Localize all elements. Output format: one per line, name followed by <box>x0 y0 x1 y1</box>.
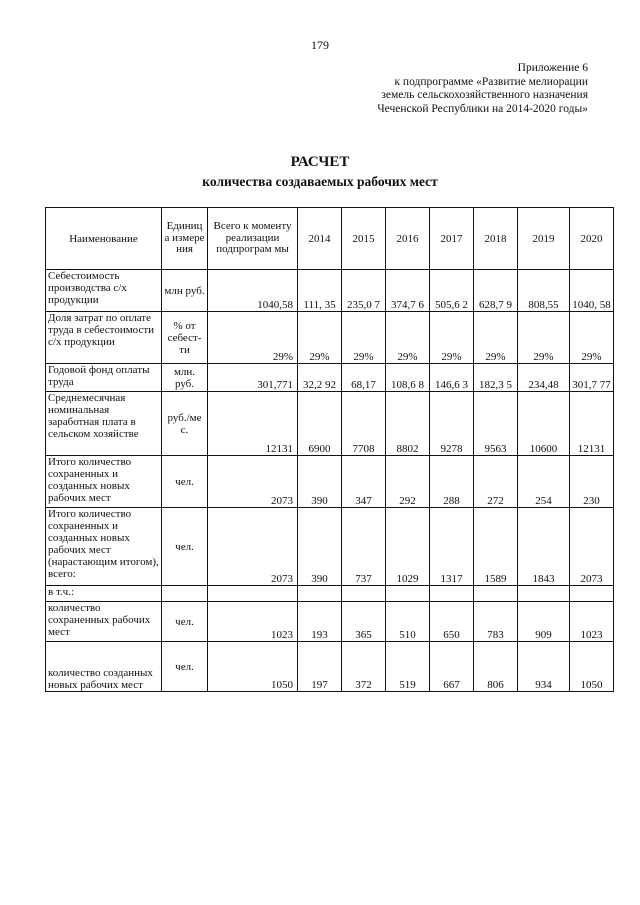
table-row <box>46 586 614 602</box>
header-unit: Единиц а измере ния <box>162 208 208 270</box>
row-name: Итого количество сохраненных и созданных новых рабочих мест (нарастающим итогом), всего: <box>46 508 162 586</box>
row-value: 372 <box>342 642 386 692</box>
table-row <box>46 456 614 508</box>
row-total: 1040,58 <box>208 270 298 312</box>
row-total: 12131 <box>208 392 298 456</box>
row-total: 2073 <box>208 456 298 508</box>
header-year: 2020 <box>570 208 614 270</box>
row-value: 667 <box>430 642 474 692</box>
row-value: 1040, 58 <box>570 270 614 312</box>
row-value: 29% <box>430 312 474 364</box>
row-unit: % от себест-ти <box>162 312 208 364</box>
row-value: 1023 <box>570 602 614 642</box>
row-value: 230 <box>570 456 614 508</box>
header-year: 2018 <box>474 208 518 270</box>
header-year: 2015 <box>342 208 386 270</box>
row-value <box>342 586 386 602</box>
table-row <box>46 642 614 692</box>
table-header-row <box>46 208 614 270</box>
row-value <box>570 586 614 602</box>
row-value: 909 <box>518 602 570 642</box>
header-year: 2017 <box>430 208 474 270</box>
table-row <box>46 312 614 364</box>
appendix-block <box>377 62 588 116</box>
row-value: 12131 <box>570 392 614 456</box>
appendix-line: земель сельскохозяйственного назначения <box>381 89 588 101</box>
row-value: 272 <box>474 456 518 508</box>
document-subtitle: количества создаваемых рабочих мест <box>202 174 438 189</box>
workplaces-table <box>45 207 614 692</box>
row-value: 1843 <box>518 508 570 586</box>
header-year: 2014 <box>298 208 342 270</box>
appendix-line: Чеченской Республики на 2014-2020 годы» <box>377 102 588 115</box>
row-total: 301,771 <box>208 364 298 392</box>
row-unit: чел. <box>162 456 208 508</box>
row-name: в т.ч.: <box>46 586 162 602</box>
row-unit: млн. руб. <box>162 364 208 392</box>
row-value <box>518 586 570 602</box>
row-value: 6900 <box>298 392 342 456</box>
appendix-line: Приложение 6 <box>517 62 588 74</box>
row-value <box>386 586 430 602</box>
row-value: 8802 <box>386 392 430 456</box>
row-value: 29% <box>474 312 518 364</box>
row-value: 182,3 5 <box>474 364 518 392</box>
row-total: 1050 <box>208 642 298 692</box>
row-value: 1050 <box>570 642 614 692</box>
row-value: 9563 <box>474 392 518 456</box>
row-total: 29% <box>208 312 298 364</box>
row-value: 1589 <box>474 508 518 586</box>
row-name: Себестоимость производства с/х продукции <box>46 270 162 312</box>
row-value: 108,6 8 <box>386 364 430 392</box>
page-number: 179 <box>311 38 329 52</box>
header-total: Всего к моменту реализации подпрограм мы <box>208 208 298 270</box>
row-value: 29% <box>342 312 386 364</box>
row-value: 10600 <box>518 392 570 456</box>
header-year: 2016 <box>386 208 430 270</box>
row-name: Годовой фонд оплаты труда <box>46 364 162 392</box>
row-total <box>208 586 298 602</box>
row-value: 29% <box>570 312 614 364</box>
table-row <box>46 364 614 392</box>
row-unit: чел. <box>162 508 208 586</box>
row-total: 2073 <box>208 508 298 586</box>
row-name: количество сохраненных рабочих мест <box>46 602 162 642</box>
row-value: 197 <box>298 642 342 692</box>
table-row <box>46 270 614 312</box>
row-unit <box>162 586 208 602</box>
row-value: 806 <box>474 642 518 692</box>
row-value: 505,6 2 <box>430 270 474 312</box>
row-value: 650 <box>430 602 474 642</box>
document-title: РАСЧЕТ <box>290 154 350 170</box>
row-value: 390 <box>298 508 342 586</box>
row-value: 7708 <box>342 392 386 456</box>
header-year: 2019 <box>518 208 570 270</box>
row-value: 146,6 3 <box>430 364 474 392</box>
row-unit: чел. <box>162 602 208 642</box>
row-value: 234,48 <box>518 364 570 392</box>
row-value: 288 <box>430 456 474 508</box>
row-unit: млн руб. <box>162 270 208 312</box>
row-value <box>298 586 342 602</box>
row-value: 292 <box>386 456 430 508</box>
row-value: 519 <box>386 642 430 692</box>
row-value: 301,7 77 <box>570 364 614 392</box>
row-value <box>430 586 474 602</box>
row-value: 29% <box>386 312 430 364</box>
header-name: Наименование <box>46 208 162 270</box>
row-value: 737 <box>342 508 386 586</box>
row-name: Доля затрат по оплате труда в себестоимости с/х продукции <box>46 312 162 364</box>
row-value: 235,0 7 <box>342 270 386 312</box>
row-unit: чел. <box>162 642 208 692</box>
row-value: 9278 <box>430 392 474 456</box>
appendix-line: к подпрограмме «Развитие мелиорации <box>394 75 588 88</box>
row-value: 29% <box>518 312 570 364</box>
row-value: 29% <box>298 312 342 364</box>
row-value: 1317 <box>430 508 474 586</box>
row-value: 111, 35 <box>298 270 342 312</box>
row-total: 1023 <box>208 602 298 642</box>
row-value: 68,17 <box>342 364 386 392</box>
table-row <box>46 602 614 642</box>
row-value: 1029 <box>386 508 430 586</box>
row-unit: руб./ме с. <box>162 392 208 456</box>
row-name: Среднемесячная номинальная заработная плата в сельском хозяйстве <box>46 392 162 456</box>
row-value: 808,55 <box>518 270 570 312</box>
row-value: 32,2 92 <box>298 364 342 392</box>
row-value: 934 <box>518 642 570 692</box>
row-value: 347 <box>342 456 386 508</box>
row-value: 628,7 9 <box>474 270 518 312</box>
row-value: 783 <box>474 602 518 642</box>
row-name: количество созданных новых рабочих мест <box>46 642 162 692</box>
row-value: 193 <box>298 602 342 642</box>
row-value: 2073 <box>570 508 614 586</box>
row-value: 390 <box>298 456 342 508</box>
row-value: 374,7 6 <box>386 270 430 312</box>
table-row <box>46 392 614 456</box>
row-value: 365 <box>342 602 386 642</box>
table-row <box>46 508 614 586</box>
row-name: Итого количество сохраненных и созданных новых рабочих мест <box>46 456 162 508</box>
row-value: 510 <box>386 602 430 642</box>
row-value <box>474 586 518 602</box>
row-value: 254 <box>518 456 570 508</box>
